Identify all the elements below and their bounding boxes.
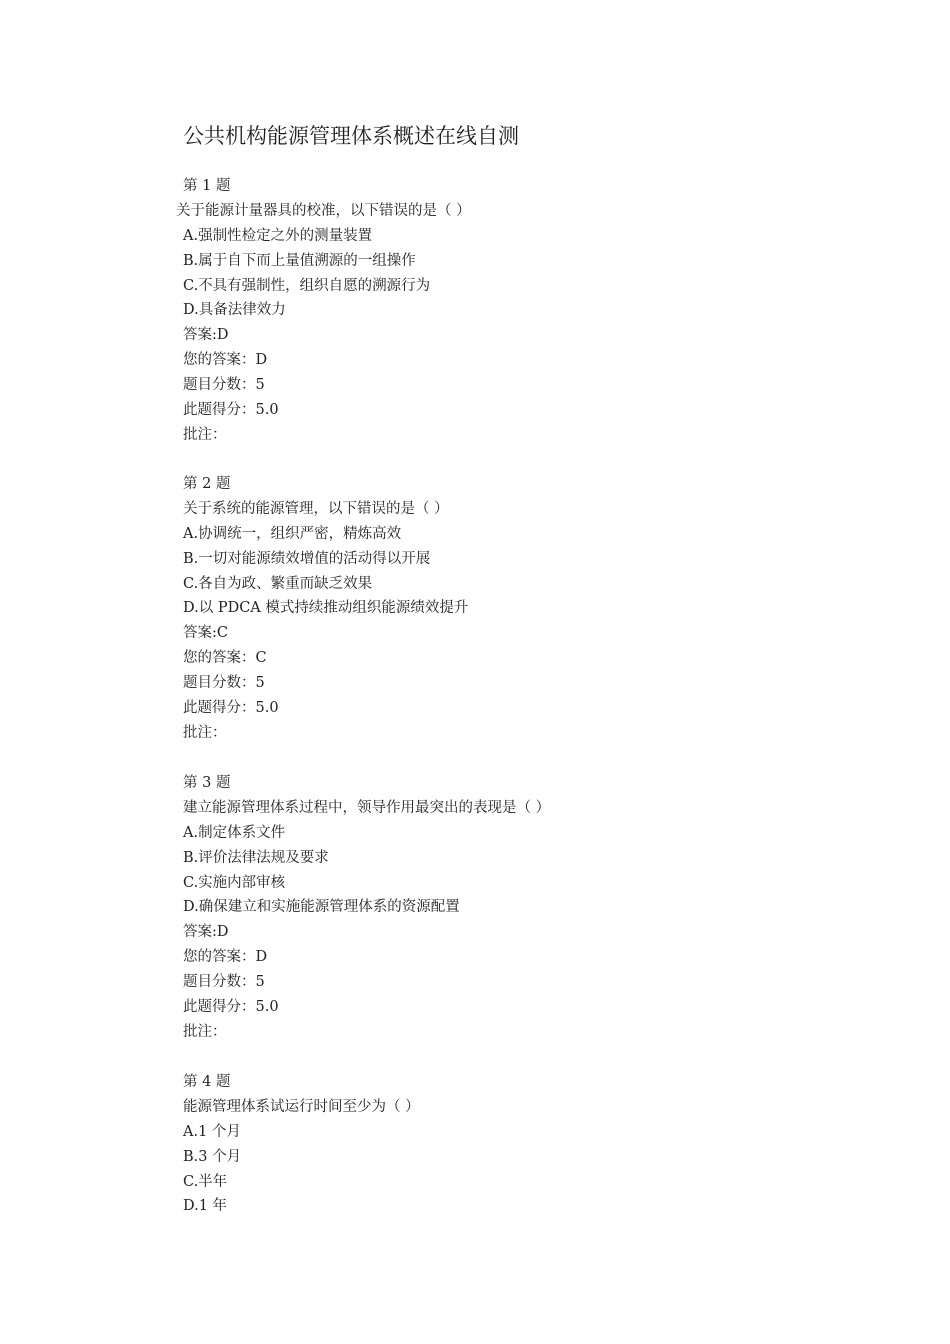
option-a: A.1 个月: [183, 1123, 241, 1140]
correct-answer: 答案:C: [183, 625, 228, 642]
question-number: 第 3 题: [183, 775, 231, 791]
question-stem: 关于能源计量器具的校准，以下错误的是（ ）: [176, 202, 471, 219]
comment-label: 批注：: [183, 724, 227, 741]
earned-score: 此题得分：5.0: [183, 700, 279, 717]
question-2: [183, 472, 883, 746]
option-a: A.协调统一，组织严密，精炼高效: [183, 525, 402, 542]
option-a: A.强制性检定之外的测量装置: [183, 227, 373, 244]
option-b: B.3 个月: [183, 1148, 242, 1165]
earned-score: 此题得分：5.0: [183, 402, 279, 419]
option-b: B.一切对能源绩效增值的活动得以开展: [183, 550, 431, 567]
question-score: 题目分数：5: [183, 974, 265, 991]
your-answer: 您的答案：C: [183, 650, 267, 667]
question-number: 第 1 题: [183, 178, 231, 194]
option-d: D.具备法律效力: [183, 302, 286, 319]
option-a: A.制定体系文件: [183, 824, 286, 841]
option-b: B.评价法律法规及要求: [183, 849, 329, 866]
question-stem: 能源管理体系试运行时间至少为（ ）: [183, 1098, 420, 1115]
question-number: 第 2 题: [183, 476, 231, 492]
correct-answer: 答案:D: [183, 924, 229, 941]
option-b: B.属于自下而上量值溯源的一组操作: [183, 252, 416, 269]
comment-label: 批注：: [183, 1023, 227, 1040]
option-c: C.实施内部审核: [183, 874, 286, 891]
comment-label: 批注：: [183, 426, 227, 443]
document-title: 公共机构能源管理体系概述在线自测: [183, 124, 519, 148]
question-3: [183, 771, 883, 1045]
question-4: [183, 1070, 883, 1219]
option-c: C.各自为政、繁重而缺乏效果: [183, 575, 373, 592]
question-number: 第 4 题: [183, 1074, 231, 1090]
question-stem: 关于系统的能源管理，以下错误的是（ ）: [183, 500, 449, 517]
question-score: 题目分数：5: [183, 377, 265, 394]
correct-answer: 答案:D: [183, 327, 229, 344]
option-c: C.不具有强制性，组织自愿的溯源行为: [183, 277, 431, 294]
option-d: D.以 PDCA 模式持续推动组织能源绩效提升: [183, 600, 469, 617]
option-c: C.半年: [183, 1173, 228, 1190]
question-stem: 建立能源管理体系过程中，领导作用最突出的表现是（ ）: [183, 799, 551, 816]
your-answer: 您的答案：D: [183, 352, 268, 369]
option-d: D.1 年: [183, 1198, 228, 1215]
your-answer: 您的答案：D: [183, 949, 268, 966]
earned-score: 此题得分：5.0: [183, 999, 279, 1016]
question-score: 题目分数：5: [183, 675, 265, 692]
option-d: D.确保建立和实施能源管理体系的资源配置: [183, 899, 460, 916]
question-1: [176, 174, 883, 448]
